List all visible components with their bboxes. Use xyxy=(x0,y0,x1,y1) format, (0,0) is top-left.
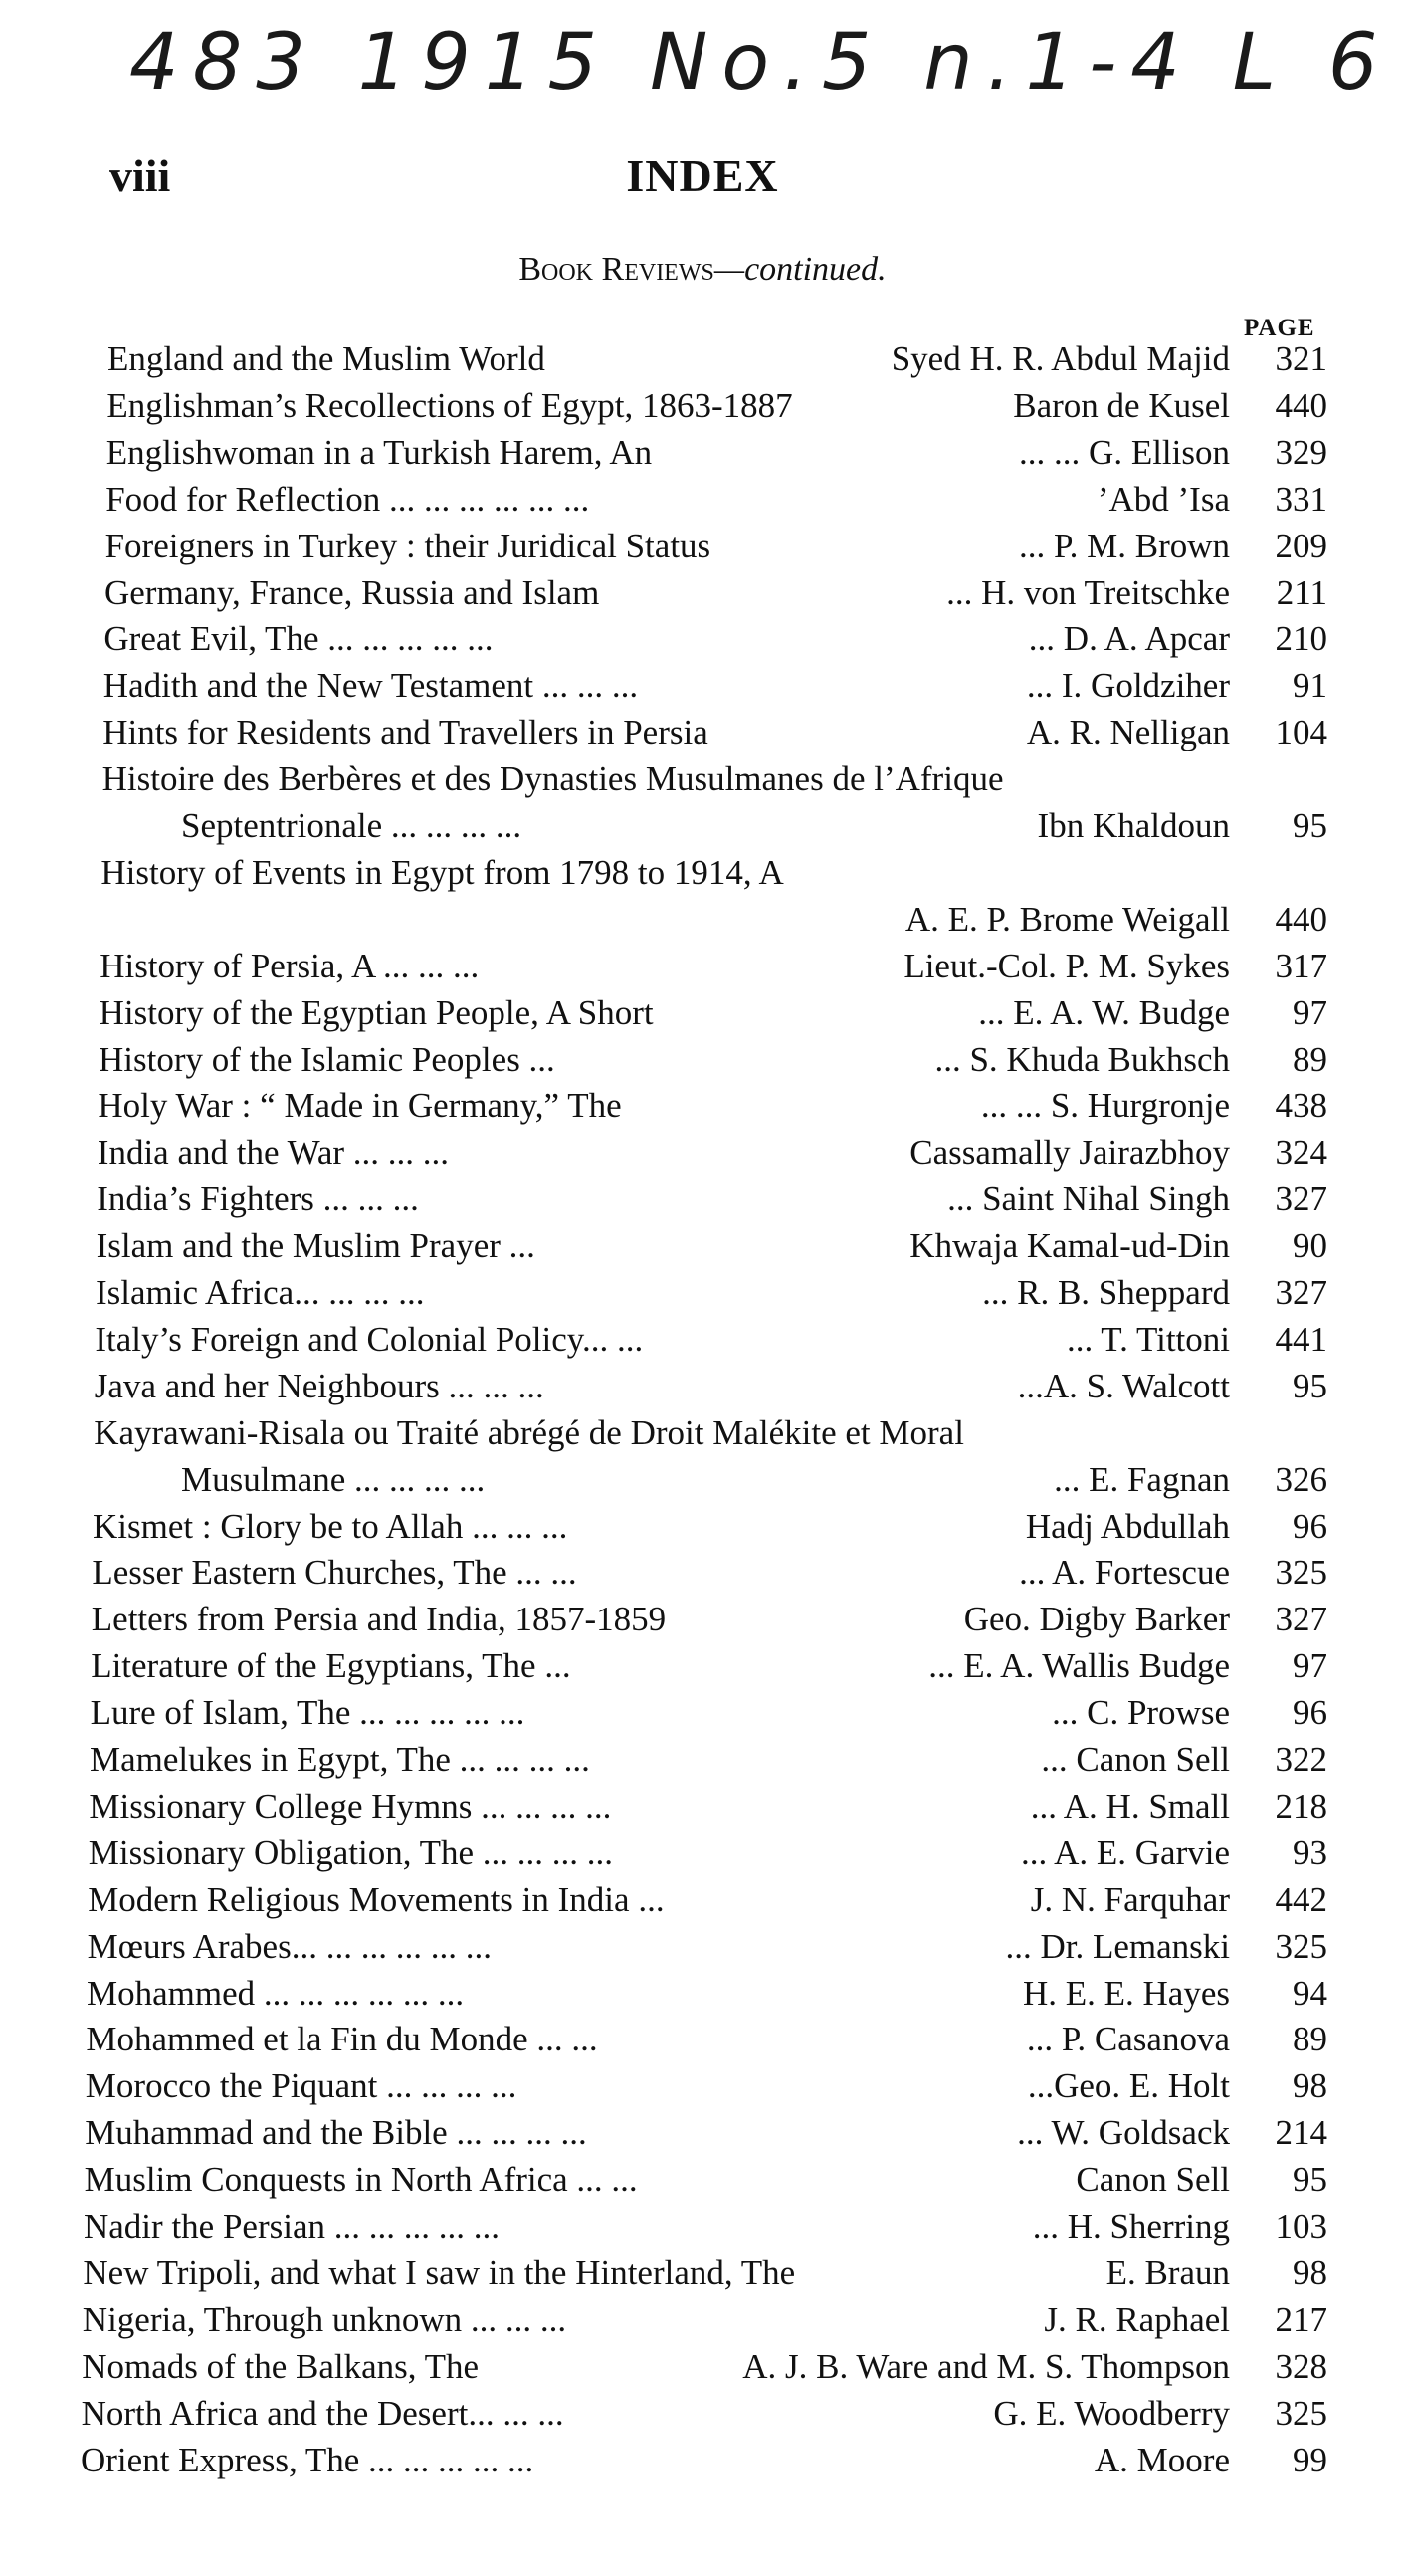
index-entry xyxy=(0,990,1405,1036)
entry-author: ... P. M. Brown xyxy=(1019,526,1230,565)
entry-author: A. E. P. Brome Weigall xyxy=(904,899,1230,939)
index-entry xyxy=(0,1177,1405,1222)
entry-author: ... A. H. Small xyxy=(1030,1786,1230,1825)
entry-page: 95 xyxy=(1293,1366,1327,1405)
index-entry xyxy=(0,2297,1405,2343)
index-entry xyxy=(0,1130,1405,1176)
entry-title: Englishman’s Recollections of Egypt, 1863-1887 xyxy=(106,385,793,425)
index-entry xyxy=(0,570,1405,616)
entry-page: 325 xyxy=(1275,1926,1327,1966)
entry-page: 324 xyxy=(1275,1133,1327,1173)
entry-author: ... H. von Treitschke xyxy=(946,572,1230,612)
entry-title: Englishwoman in a Turkish Harem, An xyxy=(105,432,653,472)
entry-author: Lieut.-Col. P. M. Sykes xyxy=(903,946,1230,985)
entry-page: 321 xyxy=(1275,339,1327,378)
entry-page: 331 xyxy=(1275,479,1327,519)
entry-title: Mœurs Arabes... ... ... ... ... ... xyxy=(87,1926,492,1966)
entry-page: 210 xyxy=(1275,619,1327,659)
entry-page: 442 xyxy=(1275,1879,1327,1919)
index-entry xyxy=(0,897,1405,943)
index-entry xyxy=(0,663,1405,709)
entry-author: ... H. Sherring xyxy=(1032,2207,1230,2246)
entry-page: 96 xyxy=(1293,1693,1327,1733)
entry-title: Morocco the Piquant ... ... ... ... xyxy=(85,2066,517,2106)
index-entry xyxy=(0,2017,1405,2062)
entry-author: ... T. Tittoni xyxy=(1066,1319,1230,1359)
entry-page: 327 xyxy=(1275,1180,1327,1219)
entry-title: Muslim Conquests in North Africa ... ... xyxy=(84,2160,638,2200)
entry-author: ...Geo. E. Holt xyxy=(1027,2066,1230,2106)
entry-author: Hadj Abdullah xyxy=(1025,1506,1230,1546)
index-entry xyxy=(0,1504,1405,1550)
index-entry xyxy=(0,1784,1405,1829)
entry-page: 327 xyxy=(1275,1600,1327,1639)
entry-author: E. Braun xyxy=(1105,2253,1230,2292)
entry-page: 325 xyxy=(1275,2393,1327,2433)
entry-title: Food for Reflection ... ... ... ... ... ... xyxy=(105,479,590,519)
entry-author: Canon Sell xyxy=(1076,2160,1230,2200)
index-entry xyxy=(0,1597,1405,1642)
entry-author: ’Abd ’Isa xyxy=(1097,479,1230,519)
index-entry xyxy=(0,1270,1405,1316)
entry-title: Kismet : Glory be to Allah ... ... ... xyxy=(93,1506,568,1546)
entry-author: ...A. S. Walcott xyxy=(1017,1366,1230,1405)
index-entry xyxy=(0,944,1405,989)
entry-page: 91 xyxy=(1293,666,1327,706)
entry-title: India’s Fighters ... ... ... xyxy=(97,1180,419,1219)
entry-page: 325 xyxy=(1275,1553,1327,1593)
entry-title: Muhammad and the Bible ... ... ... ... xyxy=(85,2113,587,2153)
entry-page: 99 xyxy=(1293,2440,1327,2479)
entry-page: 97 xyxy=(1293,992,1327,1032)
entry-author: J. R. Raphael xyxy=(1044,2299,1230,2339)
entry-author: ... C. Prowse xyxy=(1052,1693,1230,1733)
entry-title: England and the Muslim World xyxy=(107,339,545,378)
entry-author: ... P. Casanova xyxy=(1026,2020,1230,2059)
entry-author: A. R. Nelligan xyxy=(1026,713,1230,752)
entry-title: Nigeria, Through unknown ... ... ... xyxy=(82,2299,567,2339)
section-title: Book Reviews xyxy=(518,251,714,288)
entry-author: ... Canon Sell xyxy=(1041,1740,1230,1779)
index-entry xyxy=(0,1083,1405,1129)
entry-page: 438 xyxy=(1275,1086,1327,1126)
entry-title: Nadir the Persian ... ... ... ... ... xyxy=(84,2207,500,2246)
entry-title: Islamic Africa... ... ... ... xyxy=(96,1273,425,1312)
entry-title: Missionary Obligation, The ... ... ... ... xyxy=(88,1832,614,1872)
entry-title: Holy War : “ Made in Germany,” The xyxy=(98,1086,622,1126)
entry-page: 98 xyxy=(1293,2066,1327,2106)
entry-page: 209 xyxy=(1275,526,1327,565)
section-suffix: —continued. xyxy=(713,251,887,288)
entry-page: 93 xyxy=(1293,1832,1327,1872)
page-number: viii xyxy=(109,150,171,201)
index-entry xyxy=(0,1037,1405,1083)
handwritten-annotation: 483 1915 No.5 n.1-4 L 6 xyxy=(129,18,1392,107)
entry-author: ... E. A. W. Budge xyxy=(978,992,1230,1032)
index-entry xyxy=(0,524,1405,569)
entry-title: Letters from Persia and India, 1857-1859 xyxy=(91,1600,667,1639)
entry-author: J. N. Farquhar xyxy=(1030,1879,1230,1919)
index-entry xyxy=(0,1690,1405,1736)
index-entry xyxy=(0,803,1405,849)
entry-page: 98 xyxy=(1293,2253,1327,2292)
index-entry xyxy=(0,1877,1405,1923)
index-entry xyxy=(0,1457,1405,1503)
entry-page: 218 xyxy=(1275,1786,1327,1825)
entry-title: Literature of the Egyptians, The ... xyxy=(91,1646,571,1686)
index-entry xyxy=(0,2391,1405,2437)
entry-author: ... D. A. Apcar xyxy=(1028,619,1230,659)
index-entry xyxy=(0,2110,1405,2156)
index-entry xyxy=(0,2157,1405,2203)
entry-page: 89 xyxy=(1293,2020,1327,2059)
entry-title: Islam and the Muslim Prayer ... xyxy=(96,1226,535,1266)
entry-title: Missionary College Hymns ... ... ... ... xyxy=(89,1786,612,1825)
entry-title: Septentrionale ... ... ... ... xyxy=(181,806,522,845)
entry-author: ... E. Fagnan xyxy=(1054,1459,1230,1499)
entry-author: ... I. Goldziher xyxy=(1026,666,1230,706)
index-entry xyxy=(0,1364,1405,1409)
index-entry xyxy=(0,477,1405,523)
index-entry xyxy=(0,1924,1405,1970)
entry-title: North Africa and the Desert... ... ... xyxy=(81,2393,564,2433)
index-entry xyxy=(0,336,1405,382)
entry-author: ... Saint Nihal Singh xyxy=(947,1180,1230,1219)
entry-page: 440 xyxy=(1275,385,1327,425)
entry-page: 214 xyxy=(1275,2113,1327,2153)
entry-author: Baron de Kusel xyxy=(1013,385,1230,425)
entry-title: History of Persia, A ... ... ... xyxy=(100,946,480,985)
entry-author: H. E. E. Hayes xyxy=(1022,1973,1230,2013)
index-entry xyxy=(0,1971,1405,2017)
section-heading xyxy=(0,251,1405,289)
entry-title: Italy’s Foreign and Colonial Policy... ... xyxy=(95,1319,644,1359)
entry-page: 326 xyxy=(1275,1459,1327,1499)
entry-author: ... R. B. Sheppard xyxy=(982,1273,1230,1312)
index-entry xyxy=(0,2344,1405,2390)
entry-author: ... S. Khuda Bukhsch xyxy=(934,1039,1230,1079)
entry-title: Orient Express, The ... ... ... ... ... xyxy=(81,2440,534,2479)
entry-title: Nomads of the Balkans, The xyxy=(82,2346,480,2386)
index-entry xyxy=(0,1830,1405,1876)
entry-author: ... A. E. Garvie xyxy=(1021,1832,1230,1872)
entry-page: 327 xyxy=(1275,1273,1327,1312)
entry-page: 95 xyxy=(1293,806,1327,845)
index-entry xyxy=(0,2204,1405,2250)
entry-author: ... ... S. Hurgronje xyxy=(980,1086,1230,1126)
entry-title: Histoire des Berbères et des Dynasties Musulmanes de l’Afrique xyxy=(101,759,1004,799)
index-entry xyxy=(0,383,1405,429)
entry-author: ... A. Fortescue xyxy=(1019,1553,1230,1593)
index-entry xyxy=(0,1317,1405,1363)
entry-author: A. J. B. Ware and M. S. Thompson xyxy=(742,2346,1230,2386)
entry-page: 94 xyxy=(1293,1973,1327,2013)
entry-title: Germany, France, Russia and Islam xyxy=(104,572,600,612)
entry-title: Java and her Neighbours ... ... ... xyxy=(94,1366,544,1405)
entry-title: Hints for Residents and Travellers in Persia xyxy=(102,713,708,752)
entry-title: Hadith and the New Testament ... ... ... xyxy=(102,666,639,706)
entry-title: Modern Religious Movements in India ... xyxy=(88,1879,665,1919)
entry-author: Ibn Khaldoun xyxy=(1037,806,1230,845)
entry-title: History of the Egyptian People, A Short xyxy=(99,992,654,1032)
entry-page: 104 xyxy=(1275,713,1327,752)
entry-title: Musulmane ... ... ... ... xyxy=(181,1459,486,1499)
index-entry xyxy=(0,1550,1405,1596)
entry-title: Kayrawani-Risala ou Traité abrégé de Droit Malékite et Moral xyxy=(94,1412,964,1452)
entry-page: 329 xyxy=(1275,432,1327,472)
entry-author: G. E. Woodberry xyxy=(993,2393,1230,2433)
entry-title: Foreigners in Turkey : their Juridical Status xyxy=(104,526,711,565)
index-entry xyxy=(0,1643,1405,1689)
entry-author: ... Dr. Lemanski xyxy=(1005,1926,1230,1966)
entry-page: 328 xyxy=(1275,2346,1327,2386)
entry-page: 441 xyxy=(1275,1319,1327,1359)
entry-title: Lesser Eastern Churches, The ... ... xyxy=(92,1553,577,1593)
entry-page: 317 xyxy=(1275,946,1327,985)
entry-title: Mohammed ... ... ... ... ... ... xyxy=(87,1973,465,2013)
entry-author: ... ... G. Ellison xyxy=(1019,432,1230,472)
entry-title: Great Evil, The ... ... ... ... ... xyxy=(103,619,494,659)
index-entry xyxy=(0,2063,1405,2109)
entry-title: Lure of Islam, The ... ... ... ... ... xyxy=(90,1693,525,1733)
entry-page: 440 xyxy=(1275,899,1327,939)
entry-page: 90 xyxy=(1293,1226,1327,1266)
entry-author: Syed H. R. Abdul Majid xyxy=(891,339,1230,378)
entry-page: 95 xyxy=(1293,2160,1327,2200)
index-entry xyxy=(0,2438,1405,2483)
entry-page: 97 xyxy=(1293,1646,1327,1686)
entry-title: History of Events in Egypt from 1798 to 1914, A xyxy=(100,852,784,892)
index-entry xyxy=(0,1737,1405,1783)
entry-author: Geo. Digby Barker xyxy=(963,1600,1230,1639)
index-entry xyxy=(0,616,1405,662)
entry-page: 217 xyxy=(1275,2299,1327,2339)
page-column-label: PAGE xyxy=(1244,315,1315,341)
entry-page: 322 xyxy=(1275,1740,1327,1779)
entry-page: 211 xyxy=(1276,572,1327,612)
entry-title: Mamelukes in Egypt, The ... ... ... ... xyxy=(90,1740,590,1779)
entry-author: ... W. Goldsack xyxy=(1017,2113,1230,2153)
entry-title: Mohammed et la Fin du Monde ... ... xyxy=(86,2020,598,2059)
entry-title: New Tripoli, and what I saw in the Hinterland, The xyxy=(83,2253,796,2292)
entry-page: 103 xyxy=(1275,2207,1327,2246)
index-entry xyxy=(0,756,1405,802)
entry-title: History of the Islamic Peoples ... xyxy=(99,1039,555,1079)
index-entry xyxy=(0,850,1405,896)
index-entry xyxy=(0,710,1405,755)
index-entry xyxy=(0,1223,1405,1269)
index-entry xyxy=(0,430,1405,476)
entry-author: A. Moore xyxy=(1094,2440,1230,2479)
page-title: INDEX xyxy=(626,150,779,201)
entry-page: 96 xyxy=(1293,1506,1327,1546)
index-entry xyxy=(0,1410,1405,1456)
entry-author: Cassamally Jairazbhoy xyxy=(909,1133,1230,1173)
entry-author: ... E. A. Wallis Budge xyxy=(928,1646,1230,1686)
entry-page: 89 xyxy=(1293,1039,1327,1079)
entry-title: India and the War ... ... ... xyxy=(97,1133,450,1173)
entry-author: Khwaja Kamal-ud-Din xyxy=(909,1226,1230,1266)
index-entry xyxy=(0,2251,1405,2296)
